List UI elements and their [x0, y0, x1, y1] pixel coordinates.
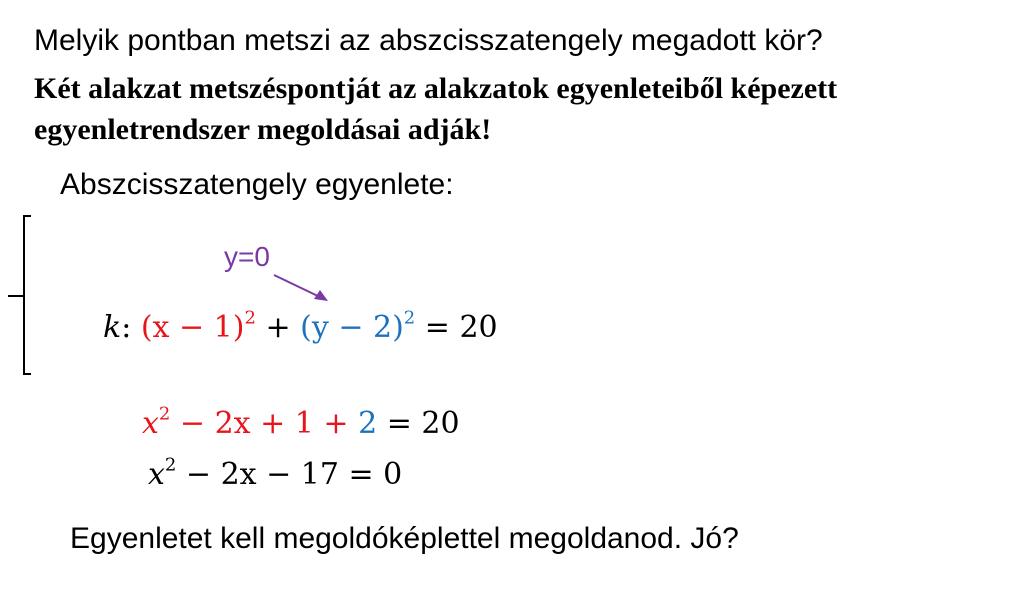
closing-text: Egyenletet kell megoldóképlettel megoldanod. Jó?	[70, 522, 739, 555]
rule-line-1: Két alakzat metszéspontját az alakzatok egyenleteiből képezett	[34, 72, 838, 105]
axis-equation-label: Abszcisszatengely egyenlete:	[60, 168, 454, 201]
y-term: $(y - 2)^2$	[300, 307, 416, 345]
substitution-arrow-line	[274, 275, 322, 298]
circle-colon: :	[121, 310, 132, 345]
quadratic-equation: $x^2 - 2x - 17 = 0$	[148, 454, 403, 492]
system-brace	[24, 216, 31, 374]
plus-sign: +	[255, 310, 301, 345]
substitution-note: y=0	[224, 241, 270, 272]
expanded-equation: $x^2 - 2x + 1 + 2 = 20$	[142, 403, 460, 441]
x-term: $(x - 1)^2$	[140, 307, 256, 345]
circle-name: k	[103, 310, 122, 345]
rule-line-2: egyenletrendszer megoldásai adják!	[34, 113, 492, 146]
circle-equation	[103, 307, 498, 345]
substituted-constant: 2	[358, 406, 378, 441]
circle-rhs: = 20	[415, 310, 498, 345]
question-text: Melyik pontban metszi az abszcisszatengely megadott kör?	[34, 24, 823, 57]
